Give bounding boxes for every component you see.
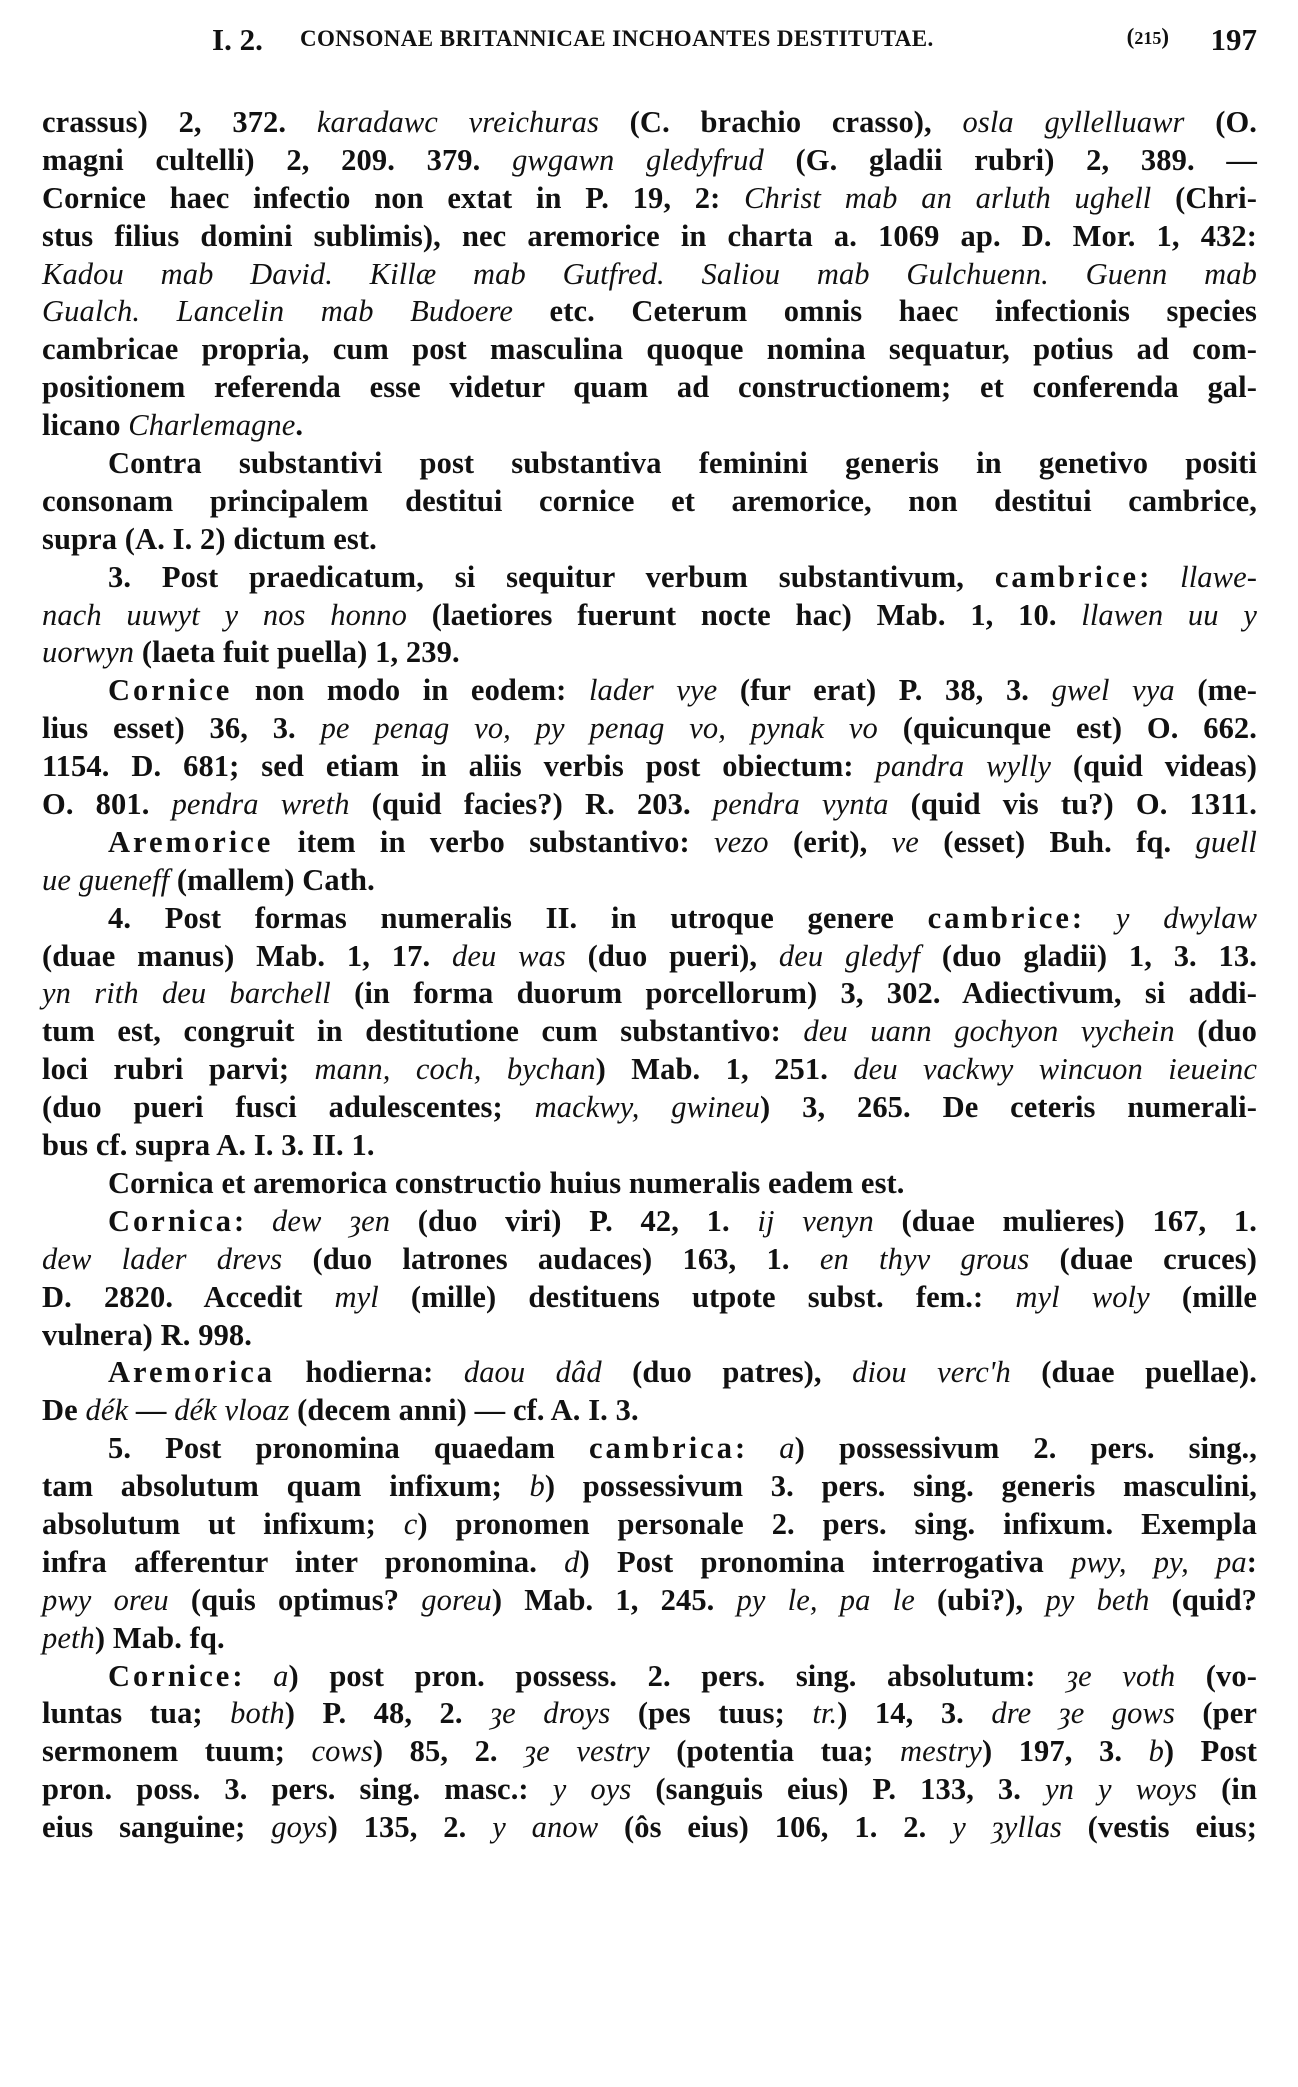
text-run: supra (A. I. 2) dictum est. [42,521,377,556]
text-line [42,900,1257,938]
text-run: (duo latrones audaces) 163, 1. [282,1241,820,1276]
italic-term: both [230,1696,285,1731]
italic-term: py le, pa le [736,1582,915,1617]
italic-term: pwy, py, pa [1071,1544,1247,1579]
italic-term: goreu [421,1582,492,1617]
text-run: (esset) Buh. fq. [918,824,1196,859]
text-run: (pes tuus; [610,1696,813,1731]
text-line [42,407,1257,445]
running-header [212,22,1257,66]
text-line [42,1241,1257,1279]
text-line [42,1013,1257,1051]
italic-term: pe penag vo, py penag vo, pynak vo [320,711,878,746]
italic-term: deu gledyf [778,938,921,973]
italic-term: uorwyn [42,635,135,670]
italic-term: dék vloaz [174,1393,290,1428]
text-run: infra afferentur inter pronomina. [42,1544,565,1579]
text-run: ) 85, 2. [372,1734,525,1769]
text-run: (sanguis eius) P. 133, 3. [631,1772,1046,1807]
italic-term: y anow [492,1810,599,1845]
text-line [42,369,1257,407]
text-run: pron. poss. 3. pers. sing. masc.: [42,1772,553,1807]
italic-term: Christ mab an arluth ughell [744,180,1152,215]
italic-term: myl [334,1279,379,1314]
italic-term: yn y woys [1045,1772,1198,1807]
italic-term: pwy oreu [42,1582,169,1617]
text-run: (laetiores fuerunt nocte hac) Mab. 1, 10. [407,597,1082,632]
text-line [42,1051,1257,1089]
italic-term: dew ȝen [271,1203,391,1238]
text-run: non modo in eodem: [232,673,589,708]
italic-term: peth [42,1620,95,1655]
text-run: (duo pueri fusci adulescentes; [42,1090,535,1125]
italic-term: daou dâd [463,1355,602,1390]
body-text [42,104,1257,1847]
text-line [42,1165,1257,1203]
italic-term: ȝe droys [490,1696,611,1731]
italic-term: deu vackwy wincuon ieueinc [853,1052,1258,1087]
spaced-language-label: Aremorice [108,824,274,859]
text-run: : [1246,1544,1257,1579]
text-run: (O. [1184,105,1258,139]
italic-term: myl woly [1015,1279,1150,1314]
spaced-language-label: Cornice [108,673,233,708]
text-line [42,862,1257,900]
section-number: I. 2. [212,22,263,57]
spaced-language-label: cambrice [927,900,1072,935]
text-run: : [234,1203,272,1238]
italic-term: y ȝyllas [952,1810,1062,1845]
italic-term: ȝe vestry [524,1734,650,1769]
italic-term: dew lader drevs [42,1241,283,1276]
text-run: tam absolutum quam infixum; [42,1469,530,1504]
text-line [42,104,1257,142]
text-run: (mille) destituens utpote subst. fem.: [378,1279,1016,1314]
text-run: (quid facies?) R. 203. [349,787,713,822]
italic-term: ij venyn [757,1203,874,1238]
italic-term: nach uuwyt y nos honno [42,597,408,632]
text-line [42,634,1257,672]
text-run: (quid vis tu?) O. 1311. [888,787,1257,822]
text-run: ) pronomen personale 2. pers. sing. infixum. Exempla [417,1506,1257,1541]
text-run: (C. brachio crasso), [598,105,963,139]
text-run: (duo patres), [601,1355,853,1390]
italic-term: pendra wreth [171,787,350,822]
italic-term: gwel vya [1051,673,1175,708]
text-run: ) 3, 265. De ceteris numerali- [760,1090,1257,1125]
italic-term: diou verc'h [852,1355,1011,1390]
text-line [42,331,1257,369]
text-line [42,748,1257,786]
italic-term: py beth [1045,1582,1150,1617]
text-run: vulnera) R. 998. [42,1317,253,1352]
text-line [42,1279,1257,1317]
text-line [42,672,1257,710]
text-run: ) 14, 3. [837,1696,992,1731]
text-run: (ôs eius) 106, 1. 2. [598,1810,953,1845]
text-run: (G. gladii rubri) 2, 389. — [763,142,1257,177]
text-run: ) Post pronomina interrogativa [579,1544,1072,1579]
text-line [42,521,1257,559]
text-run: (duo gladii) 1, 3. 13. [920,938,1257,973]
text-run: (in forma duorum porcellorum) 3, 302. Adiectivum, si addi- [330,976,1257,1011]
text-run: 3. Post praedicatum, si sequitur verbum substantivum, [108,559,995,594]
text-run: D. 2820. Accedit [42,1279,335,1314]
italic-term: ue gueneff [42,862,170,897]
text-line [42,1354,1257,1392]
text-run: Contra substantivi post substantiva feminini generis in genetivo positi [108,446,1257,481]
text-run: (duo [1174,1014,1257,1049]
text-run: (mallem) Cath. [169,862,375,897]
text-line [42,597,1257,635]
text-run: 5. Post pronomina quaedam [108,1431,589,1466]
text-run: loci rubri parvi; [42,1052,315,1087]
text-line [42,559,1257,597]
text-line [42,824,1257,862]
text-line [42,1733,1257,1771]
italic-term: Charlemagne [128,408,296,443]
text-run: etc. Ceterum omnis haec infectionis species [513,294,1258,329]
text-run: (quis optimus? [168,1582,422,1617]
original-page-number: 215 [1134,28,1162,48]
italic-term: lader vye [588,673,718,708]
text-run: bus cf. supra A. I. 3. II. 1. [42,1128,375,1163]
italic-term: b [529,1469,545,1504]
text-run: ) P. 48, 2. [284,1696,491,1731]
italic-term: a [779,1431,795,1466]
text-line [42,180,1257,218]
text-run: ) possessivum 2. pers. sing., [794,1431,1258,1466]
text-line [42,256,1257,294]
text-run: (duo viri) P. 42, 1. [390,1203,758,1238]
text-run: (vo- [1175,1658,1257,1693]
text-run: (me- [1174,673,1257,708]
text-run: 1154. D. 681; sed etiam in aliis verbis post obiectum: [42,749,876,784]
text-line [42,218,1257,256]
text-run: (erit), [768,824,892,859]
text-line [42,1317,1257,1355]
text-line [42,483,1257,521]
italic-term: mann, coch, bychan [314,1052,596,1087]
text-run: Cornice haec infectio non extat in P. 19, 2: [42,180,745,215]
italic-term: y dwylaw [1115,900,1258,935]
text-run: (ubi?), [914,1582,1046,1617]
text-line [42,1658,1257,1696]
text-run: ) possessivum 3. pers. sing. generis masculini, [544,1469,1257,1504]
text-run: hodierna: [275,1355,464,1390]
text-run: ) Mab. 1, 245. [491,1582,737,1617]
text-run: ) post pron. possess. 2. pers. sing. absolutum: [288,1658,1067,1693]
italic-term: yn rith deu barchell [42,976,331,1011]
text-run: crassus) 2, 372. [42,105,317,139]
italic-term: goys [271,1810,328,1845]
text-run: (quid videas) [1050,749,1257,784]
text-run: absolutum ut infixum; [42,1506,404,1541]
text-run: item in verbo substantivo: [273,824,715,859]
text-line [42,1809,1257,1847]
text-line [42,1468,1257,1506]
text-run: (fur erat) P. 38, 3. [717,673,1052,708]
text-run: (mille [1149,1279,1257,1314]
text-run: ) 135, 2. [327,1810,493,1845]
text-run: tum est, congruit in destitutione cum substantivo: [42,1014,804,1049]
italic-term: mestry [900,1734,982,1769]
text-run: Cornica et aremorica constructio huius numeralis eadem est. [108,1165,905,1200]
text-run: ) Post [1163,1734,1257,1769]
italic-term: tr. [812,1696,838,1731]
italic-term: d [564,1544,580,1579]
italic-term: dre ȝe gows [991,1696,1175,1731]
text-run: positionem referenda esse videtur quam ad constructionem; et conferenda gal- [42,370,1257,405]
italic-term: llawe- [1180,559,1257,594]
italic-term: ve [891,824,919,859]
spaced-language-label: Aremorica [108,1355,276,1390]
italic-term: en thyv grous [819,1241,1030,1276]
italic-term: Kadou mab David. Killæ mab Gutfred. Saliou mab Gulchuenn. Guenn mab [42,256,1257,291]
page-number: 197 [1210,22,1257,57]
text-run: : [232,1658,274,1693]
text-line [42,786,1257,824]
spaced-language-label: cambrice [994,559,1140,594]
italic-term: y oys [552,1772,632,1807]
paren-close: ) [1161,24,1169,49]
text-run: (duo pueri), [565,938,779,973]
text-run: (laeta fuit puella) 1, 239. [134,635,460,670]
text-run: (vestis eius; [1061,1810,1257,1845]
text-line [42,1203,1257,1241]
text-run: ) 197, 3. [981,1734,1149,1769]
text-line [42,710,1257,748]
italic-term: vezo [714,824,769,859]
italic-term: osla gyllelluawr [962,105,1185,139]
text-run: 4. Post formas numeralis II. in utroque genere [108,900,928,935]
text-run: (duae mulieres) 167, 1. [873,1203,1257,1238]
text-line [42,975,1257,1013]
text-line [42,1582,1257,1620]
italic-term: guell [1195,824,1258,859]
text-run: (potentia tua; [649,1734,901,1769]
text-line [42,1506,1257,1544]
italic-term: llawen uu y [1081,597,1258,632]
italic-term: c [403,1506,418,1541]
text-run: stus filius domini sublimis), nec aremorice in charta a. 1069 ap. D. Mor. 1, 432: [42,218,1257,253]
text-run: : [1139,559,1181,594]
text-run: magni cultelli) 2, 209. 379. [42,142,513,177]
text-run: (per [1174,1696,1257,1731]
italic-term: ȝe voth [1066,1658,1176,1693]
text-run: (duae cruces) [1029,1241,1257,1276]
text-run: (quid? [1149,1582,1258,1617]
italic-term: mackwy, gwineu [534,1090,761,1125]
italic-term: Gualch. Lancelin mab Budoere [42,294,514,329]
spaced-language-label: Cornica [108,1203,235,1238]
text-run: . [295,408,304,443]
spaced-language-label: cambrica [589,1431,735,1466]
text-run: (in [1197,1772,1258,1807]
text-line [42,293,1257,331]
text-run: : [1071,900,1116,935]
italic-term: gwgawn gledyfrud [512,142,764,177]
italic-term: karadawc vreichuras [316,105,599,139]
text-line [42,938,1257,976]
text-run: ) Mab. 1, 251. [595,1052,854,1087]
text-line [42,1430,1257,1468]
italic-term: a [273,1658,289,1693]
italic-term: cows [311,1734,373,1769]
text-run: consonam principalem destitui cornice et aremorice, non destitui cambrice, [42,483,1257,518]
text-run: (duae manus) Mab. 1, 17. [42,938,452,973]
italic-term: pandra wylly [875,749,1051,784]
text-run: lius esset) 36, 3. [42,711,321,746]
text-line [42,1771,1257,1809]
text-run: : [734,1431,780,1466]
text-run: eius sanguine; [42,1810,272,1845]
italic-term: pendra vynta [712,787,889,822]
text-run: luntas tua; [42,1696,231,1731]
italic-term: deu was [451,938,566,973]
text-run: O. 801. [42,787,172,822]
italic-term: b [1148,1734,1164,1769]
text-run: sermonem tuum; [42,1734,312,1769]
text-line [42,1544,1257,1582]
text-run: — [128,1393,175,1428]
text-line [42,1620,1257,1658]
italic-term: dék [85,1393,129,1428]
text-run: licano [42,408,129,443]
text-line [42,445,1257,483]
running-title: CONSONAE BRITANNICAE INCHOANTES DESTITUTAE. [300,26,934,51]
original-page-reference [1127,24,1169,50]
italic-term: deu uann gochyon vychein [803,1014,1175,1049]
text-run: cambricae propria, cum post masculina quoque nomina sequatur, potius ad com- [42,332,1257,367]
text-run: ) Mab. fq. [94,1620,225,1655]
text-line [42,1392,1257,1430]
text-run: (Chri- [1151,180,1257,215]
text-line [42,1695,1257,1733]
text-line [42,142,1257,180]
text-line [42,1089,1257,1127]
text-line [42,1127,1257,1165]
text-run: De [42,1393,86,1428]
spaced-language-label: Cornice [108,1658,233,1693]
text-run: (decem anni) — cf. A. I. 3. [289,1393,639,1428]
text-run: (duae puellae). [1010,1355,1257,1390]
paren-open: ( [1126,24,1135,49]
text-run: (quicunque est) O. 662. [877,711,1257,746]
